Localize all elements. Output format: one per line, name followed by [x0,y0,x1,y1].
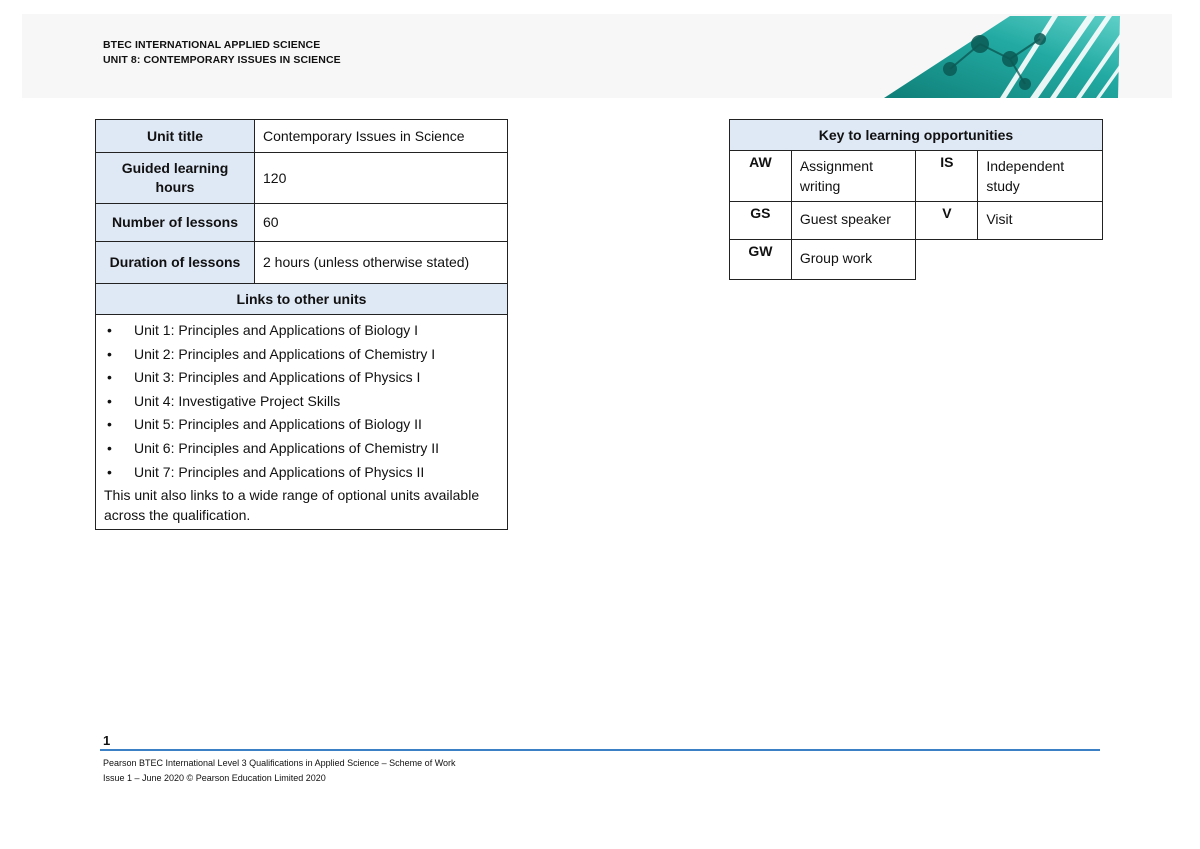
learning-key-table [729,119,1103,280]
row-label: Duration of lessons [96,242,255,284]
key-desc: Group work [791,240,916,280]
bullet: • [107,463,112,480]
row-value: 60 [255,204,508,242]
document-header [103,38,341,68]
key-desc: Assignment writing [791,151,916,202]
bullet: • [107,322,112,338]
empty-cell [916,240,1103,280]
row-label: Unit title [96,120,255,153]
key-code: GS [730,202,792,240]
table-row [730,202,1103,240]
header-line-2: UNIT 8: CONTEMPORARY ISSUES IN SCIENCE [103,54,341,66]
bullet: • [107,439,112,456]
table-row [730,151,1103,202]
link-unit-text: Unit 1: Principles and Applications of Biology I [134,322,419,338]
links-list [104,319,499,484]
links-cell [96,315,508,530]
unit-info-table [95,119,508,530]
page-number: 1 [103,733,111,748]
link-unit-text: Unit 6: Principles and Applications of Chemistry II [134,439,440,456]
link-unit-text: Unit 3: Principles and Applications of Physics I [134,369,421,386]
table-row [96,242,508,284]
link-unit-text: Unit 7: Principles and Applications of Physics II [134,463,425,480]
key-code: AW [730,151,792,202]
list-item [104,413,499,437]
bullet: • [107,392,112,409]
link-unit-text: Unit 2: Principles and Applications of Chemistry I [134,345,436,362]
bullet: • [107,416,112,433]
links-note: This unit also links to a wide range of optional units available across the qualification. [104,487,480,524]
row-label: Guided learning hours [96,153,255,204]
row-value: Contemporary Issues in Science [255,120,508,153]
link-unit-text: Unit 4: Investigative Project Skills [134,392,341,409]
table-row [96,284,508,315]
row-value: 120 [255,153,508,204]
list-item [104,437,499,461]
list-item [104,319,499,343]
key-code: V [916,202,978,240]
key-heading: Key to learning opportunities [730,120,1103,151]
table-row [96,120,508,153]
table-row [730,240,1103,280]
table-row [96,153,508,204]
footer-text [103,756,456,786]
row-label: Number of lessons [96,204,255,242]
list-item [104,390,499,414]
footer-rule [100,749,1100,751]
link-unit-text: Unit 5: Principles and Applications of Biology II [134,416,422,433]
table-row [730,120,1103,151]
header-line-1: BTEC INTERNATIONAL APPLIED SCIENCE [103,39,321,51]
list-item [104,343,499,367]
links-heading: Links to other units [96,284,508,315]
table-row [96,204,508,242]
key-code: IS [916,151,978,202]
table-row [96,315,508,530]
footer-line-2: Issue 1 – June 2020 © Pearson Education Limited 2020 [103,773,326,783]
key-desc: Independent study [978,151,1103,202]
key-desc: Visit [978,202,1103,240]
list-item [104,366,499,390]
molecule-banner-image [880,14,1120,100]
bullet: • [107,345,112,362]
footer-line-1: Pearson BTEC International Level 3 Qualifications in Applied Science – Scheme of Work [103,758,456,768]
key-code: GW [730,240,792,280]
key-desc: Guest speaker [791,202,916,240]
bullet: • [107,369,112,386]
row-value: 2 hours (unless otherwise stated) [255,242,508,284]
list-item [104,461,499,485]
